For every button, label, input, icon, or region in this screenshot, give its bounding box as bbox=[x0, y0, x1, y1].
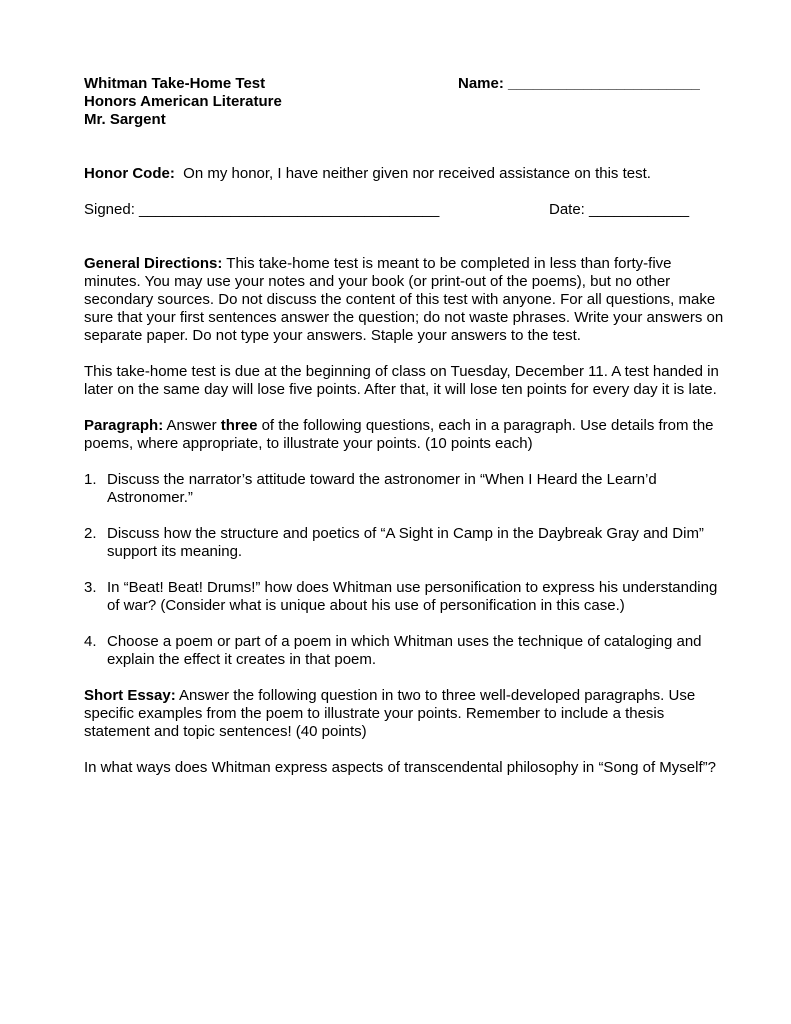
short-essay-label: Short Essay: bbox=[84, 687, 176, 704]
teacher-name: Mr. Sargent bbox=[84, 111, 166, 128]
paragraph-instructions bbox=[84, 417, 724, 453]
test-page bbox=[84, 75, 724, 777]
question-number: 2. bbox=[84, 525, 97, 542]
list-item bbox=[84, 633, 724, 669]
paragraph-text-before: Answer bbox=[163, 417, 221, 434]
honor-code-label: Honor Code: bbox=[84, 165, 175, 182]
question-number: 3. bbox=[84, 579, 97, 596]
question-text: Discuss the narrator’s attitude toward the astronomer in “When I Heard the Learn’d Astronomer.” bbox=[107, 471, 657, 506]
essay-prompt bbox=[84, 759, 724, 777]
question-text: In “Beat! Beat! Drums!” how does Whitman use personification to express his understanding of war? (Consider what is unique about his use of personification in this case.) bbox=[107, 579, 718, 614]
general-directions-text: This take-home test is meant to be completed in less than forty-five minutes. You may use your notes and your book (or print-out of the poems), but no other secondary sources. Do not discuss the content of this test with anyone. For all questions, make sure that your first sentences answer the question; do not waste phrases. Write your answers on separate paper. Do not type your answers. Staple your answers to the test. bbox=[84, 255, 724, 344]
due-date-text: This take-home test is due at the beginning of class on Tuesday, December 11. A test handed in later on the same day will lose five points. After that, it will lose ten points for every day it is late. bbox=[84, 363, 719, 398]
short-essay-instructions bbox=[84, 687, 724, 741]
essay-prompt-text: In what ways does Whitman express aspects of transcendental philosophy in “Song of Myself”? bbox=[84, 759, 716, 776]
list-item bbox=[84, 471, 724, 507]
honor-code-text: On my honor, I have neither given nor received assistance on this test. bbox=[174, 165, 651, 182]
question-list bbox=[84, 471, 724, 669]
course-name: Honors American Literature bbox=[84, 93, 282, 110]
question-text: Discuss how the structure and poetics of “A Sight in Camp in the Daybreak Gray and Dim” support its meaning. bbox=[107, 525, 704, 560]
paragraph-text-after: of the following questions, each in a paragraph. Use details from the poems, where appropriate, to illustrate your points. (10 points each) bbox=[84, 417, 714, 452]
date-field: Date: ____________ bbox=[549, 201, 690, 218]
student-name-field: Name: _______________________ bbox=[458, 75, 700, 92]
test-header bbox=[84, 75, 724, 129]
general-directions-label: General Directions: bbox=[84, 255, 223, 272]
honor-code bbox=[84, 165, 724, 183]
question-number: 1. bbox=[84, 471, 97, 488]
question-text: Choose a poem or part of a poem in which Whitman uses the technique of cataloging and explain the effect it creates in that poem. bbox=[107, 633, 702, 668]
list-item bbox=[84, 579, 724, 615]
paragraph-label: Paragraph: bbox=[84, 417, 164, 434]
due-date-notice bbox=[84, 363, 724, 399]
general-directions bbox=[84, 255, 724, 345]
test-title: Whitman Take-Home Test bbox=[84, 75, 266, 92]
list-item bbox=[84, 525, 724, 561]
question-number: 4. bbox=[84, 633, 97, 650]
signed-field: Signed: ____________________________________ bbox=[84, 201, 440, 218]
short-essay-text: Answer the following question in two to three well-developed paragraphs. Use specific examples from the poem to illustrate your points. Remember to include a thesis statement and topic sentences! (40 points) bbox=[84, 687, 696, 740]
signature-row bbox=[84, 201, 724, 219]
paragraph-emphasis: three bbox=[220, 417, 258, 434]
